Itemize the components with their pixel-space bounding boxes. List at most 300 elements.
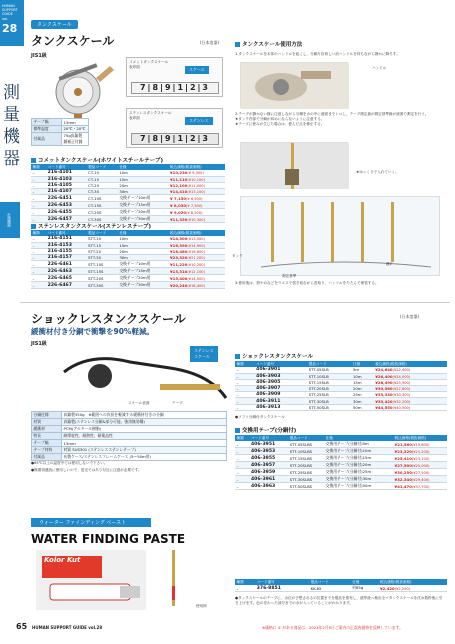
price-value: ¥11,220	[170, 261, 188, 267]
price-value: ¥23,320	[170, 255, 188, 261]
cell-code: 216-4105	[46, 182, 87, 188]
price-tax: (¥2,200)	[394, 586, 411, 591]
page-number: 65	[16, 622, 28, 631]
cell-kind: –	[31, 216, 46, 223]
cell-kind: –	[235, 441, 249, 448]
section-pill: タンクスケール	[31, 20, 78, 29]
cell-spec: 交換テープ15m用	[118, 268, 169, 275]
footnote: ●無期再連続に使用しいので、蛍光ではあり付近に注意が必要です。	[31, 468, 142, 472]
shockless-price-table	[235, 361, 447, 411]
category-label: 測量機器	[3, 83, 20, 169]
cell-kind: –	[235, 392, 255, 398]
col-header: 製品コード	[87, 230, 118, 236]
cell-price	[393, 483, 447, 490]
spec-key: 付属品	[32, 454, 62, 461]
stainless-callout	[126, 108, 223, 148]
cell-product: CT-30	[87, 189, 118, 195]
shockless-jis: JIS1級	[31, 341, 47, 347]
price-value: ¥28,490	[375, 379, 393, 385]
shockless-table-title-text: ショックレスタンクスケール	[242, 354, 313, 360]
cell-price	[393, 476, 447, 483]
cell-spec: 15m	[118, 242, 169, 248]
col-header: 種類	[31, 230, 46, 236]
price-value: ¥35,420	[375, 398, 393, 404]
cell-product: STT-20SLB	[307, 386, 351, 392]
price-value: ¥41,470	[394, 483, 412, 489]
price-value: ¥25,410	[394, 455, 412, 461]
cell-kind: –	[31, 261, 46, 268]
cell-code: 406-3913	[255, 404, 308, 410]
cell-price	[379, 585, 447, 592]
spec-row	[32, 440, 227, 447]
price-tax: (¥ 6,500)	[186, 196, 203, 201]
cell-spec: 約85g	[351, 585, 379, 592]
price-tax: (¥37,700)	[411, 484, 430, 489]
cell-spec: 30m	[118, 189, 169, 195]
cell-code: 216-4103	[46, 176, 87, 182]
price-value: ¥30,250	[394, 469, 412, 475]
cell-code: 406-3909	[255, 392, 308, 398]
spec-value: 真鍮製350g ※範囲への負担を軽減する緩衝材付きの分銅	[62, 412, 227, 419]
spec-row	[32, 126, 89, 133]
col-header: 仕様	[118, 164, 169, 170]
shockless-title: ショックレスタンクスケール	[31, 312, 186, 326]
water-bar: ウォーター ファインディング ペースト	[31, 518, 151, 527]
col-header: 種類	[235, 435, 249, 441]
cell-kind: –	[235, 469, 249, 476]
price-tax: (¥22,400)	[392, 368, 411, 373]
cell-price	[393, 469, 447, 476]
price-tax: (¥19,600)	[411, 442, 430, 447]
cell-product: CT-15	[87, 176, 118, 182]
spec-key: 分銅仕様	[32, 412, 62, 419]
base-label: 測定基準	[282, 274, 297, 278]
cell-spec: 交換用テープ(分銅付)20m	[324, 462, 393, 469]
table-row	[31, 282, 225, 289]
usage-step-3: 3.使用後は、鉛やのなどをウエスで拭き取ながら巻取り、ハンドルをたたんで保管する。	[235, 281, 379, 285]
weight-label: 錘2	[386, 262, 392, 266]
exchange-table-title	[235, 426, 296, 434]
spec-value: 耐摩耗性、耐熱性、耐薬品性	[62, 433, 227, 440]
cell-price	[393, 455, 447, 462]
cell-spec: 交換テープ10m用	[118, 195, 169, 202]
price-value: ¥20,240	[170, 282, 188, 288]
spec-row	[32, 433, 227, 440]
cell-kind: –	[235, 476, 249, 483]
shockless-tag: ステンレス スケール	[190, 346, 218, 362]
spec-value: 真鍮製(ステンレス分銅&部分可能、強溶無効構)	[62, 419, 227, 426]
cell-code: 216-4153	[46, 242, 87, 248]
badge-line: SUPPORT	[2, 8, 18, 13]
cell-code: 216-4107	[46, 189, 87, 195]
col-header: 種類	[235, 361, 255, 367]
cell-product: CT-10S	[87, 195, 118, 202]
spec-value: 13mm	[62, 440, 227, 447]
spec-value: 20℃・20℃	[62, 126, 89, 133]
water-note: ●タンクスケールのテープに、水位が予想されるの位置までを製品を塗布し、液等液へ検出全マタンクスケールを沈め数秒後に引き上げます。色の変わった部分までの水が入っていることがわかります。	[235, 596, 443, 605]
price-tax: (¥10,100)	[187, 177, 205, 182]
usage-title-text: タンクスケール使用方法	[242, 42, 303, 48]
cell-spec: 15m	[352, 379, 374, 385]
cell-kind: –	[31, 202, 46, 209]
table-row	[235, 469, 447, 476]
cell-price	[169, 209, 225, 216]
spec-row	[32, 454, 227, 461]
cell-product: CT-15S	[87, 202, 118, 209]
cell-kind: –	[235, 448, 249, 455]
cell-code: 226-6453	[46, 202, 87, 209]
col-header: 製品コード	[87, 164, 118, 170]
cell-code: 406-3963	[249, 483, 288, 490]
cell-price	[169, 216, 225, 223]
shockless-table-note: ●ソフト分銅付タンクスケール	[235, 415, 285, 419]
col-header: 製品コード	[309, 579, 351, 585]
cell-code: 406-3957	[249, 462, 288, 469]
square-icon	[235, 42, 240, 47]
cell-product: STT-25SLBS	[288, 469, 324, 476]
tank-spec-table	[31, 118, 89, 146]
cell-spec: 交換用テープ(分銅付)25m	[324, 469, 393, 476]
price-value: ¥ 9,020	[170, 209, 187, 215]
cell-kind: –	[31, 170, 46, 176]
col-header: 製品コード	[307, 361, 351, 367]
cell-kind: –	[31, 248, 46, 254]
table-row	[31, 275, 225, 282]
cell-code: 406-3953	[249, 448, 288, 455]
cell-kind: –	[235, 386, 255, 392]
cell-code: 406-3959	[249, 469, 288, 476]
cell-kind: –	[31, 182, 46, 188]
col-header: コード番号	[249, 435, 288, 441]
spec-value: 材質 SUS301 (ステンレスステンレテープ)	[62, 447, 227, 454]
cell-product: STT-30SLBS	[288, 476, 324, 483]
cell-product: STT-20SLBS	[288, 462, 324, 469]
spec-key: テープ幅	[32, 119, 62, 126]
cell-price	[169, 282, 225, 289]
cell-code: 406-3951	[249, 441, 288, 448]
guide-footer: HUMAN SUPPORT GUIDE vol.28	[32, 625, 103, 630]
spec-key: 緩衝材	[32, 426, 62, 433]
price-tax: (¥13,000)	[187, 237, 205, 242]
comet-table-title	[31, 156, 163, 164]
col-header: コード番号	[255, 361, 308, 367]
cell-kind: –	[235, 379, 255, 385]
cell-price	[374, 404, 447, 410]
price-tax: (¥14,000)	[187, 276, 205, 281]
cell-product: STT-10	[87, 236, 118, 242]
col-header: 税込価格(税抜価格)	[393, 435, 447, 441]
price-value: ¥30,580	[375, 386, 393, 392]
spec-row	[32, 119, 89, 126]
price-value: ¥14,410	[170, 189, 188, 195]
cell-product: STT-15S	[87, 268, 118, 275]
cell-spec: 交換用テープ(分銅付)10m	[324, 448, 393, 455]
table-row	[235, 404, 447, 410]
cell-product: STT-30	[87, 255, 118, 261]
spec-value: 布製ケース/ステンレスフレームケース (5〜50m用)	[62, 454, 227, 461]
stainless-table-title	[31, 222, 151, 230]
comet-callout	[126, 57, 223, 97]
cell-code: 226-6465	[46, 275, 87, 282]
cell-price	[169, 275, 225, 282]
cell-spec: 10m	[118, 170, 169, 176]
col-header: 仕様	[118, 230, 169, 236]
cell-product: CT-20S	[87, 209, 118, 216]
col-header: 仕様	[351, 579, 379, 585]
price-value: ¥2,420	[380, 585, 395, 591]
usage-step-2: 2.テープが静かない様に注意しながら分銅を水の中に液面までトロし、テープ測定値が測定基準線が液面で測定を行う。 ★タンク内部で分銅が斜めにならないように注意する。 ★テープに使みが生じた場合は、使んだ点を修正する。	[235, 112, 429, 126]
exchange-table-title-text: 交換用テープ(分銅付)	[242, 428, 297, 434]
price-tax: (¥13,100)	[187, 190, 205, 195]
cell-kind: –	[235, 462, 249, 469]
square-icon	[31, 158, 36, 163]
handle-label: ハンドル	[372, 66, 387, 70]
cell-kind: –	[31, 268, 46, 275]
cell-product: STT-10SLBS	[288, 448, 324, 455]
badge-line: vol.	[2, 16, 9, 21]
section-pill-wrap	[31, 20, 78, 29]
cell-product: STT-15	[87, 242, 118, 248]
table-row	[235, 476, 447, 483]
price-tax: (¥21,200)	[411, 449, 430, 454]
price-value: ¥21,560	[394, 441, 412, 447]
cell-code: 216-4101	[46, 170, 87, 176]
price-value: ¥15,400	[170, 275, 188, 281]
water-price-table	[235, 579, 447, 592]
cell-code: 226-6455	[46, 209, 87, 216]
cell-code: 406-3905	[255, 379, 308, 385]
usage-example-label: 使用例	[196, 604, 207, 608]
col-header: 税込価格(税抜価格)	[379, 579, 447, 585]
cell-code: 216-4157	[46, 255, 87, 261]
cell-product: STT-10SLB	[307, 373, 351, 379]
price-value: ¥11,110	[170, 176, 188, 182]
img-label: テープ	[172, 401, 183, 405]
water-usage-image	[158, 550, 190, 610]
usage-title	[235, 40, 302, 48]
cell-price	[169, 202, 225, 209]
cell-kind: –	[31, 236, 46, 242]
spec-row	[32, 426, 227, 433]
price-tax: (¥40,500)	[392, 405, 411, 410]
price-tax: (¥30,300)	[392, 393, 411, 398]
cell-product: STT-15SLBS	[288, 455, 324, 462]
col-header: 税込価格(税抜価格)	[169, 230, 225, 236]
page-title: タンクスケール	[31, 34, 115, 48]
arrow-label: ★ゆっくりで入れていく。	[356, 170, 399, 174]
cell-product: CT-10	[87, 170, 118, 176]
price-value: ¥14,300	[170, 236, 188, 242]
price-value: ¥10,230	[170, 170, 188, 176]
spec-value: 13mm	[62, 119, 89, 126]
usage-photo-1	[240, 62, 348, 108]
usage-step-1: 1.タンクスケールを本体のハンドルを起こし、分銅片負荷しい前ハンドルを持ちながら静かに降ろす。	[235, 52, 400, 56]
cell-price	[169, 261, 225, 268]
col-header: 税込価格(税抜価格)	[169, 164, 225, 170]
cell-spec: 交換テープ10m用	[118, 261, 169, 268]
stainless-callout-text: ステンレスタンクスケール 表印面	[129, 111, 172, 120]
price-value: ¥44,550	[375, 404, 393, 410]
cell-product: STT-50SLBS	[288, 483, 324, 490]
table-row	[235, 448, 447, 455]
cell-spec: 5m	[352, 367, 374, 373]
cell-spec: 15m	[118, 176, 169, 182]
cell-price	[169, 195, 225, 202]
cell-product: STT-50SLB	[307, 404, 351, 410]
price-value: ¥32,340	[394, 476, 412, 482]
shockless-table-body	[235, 367, 447, 410]
cell-product: STT-30S	[87, 282, 118, 289]
cell-code: 216-4155	[46, 248, 87, 254]
cell-kind: –	[235, 483, 249, 490]
cell-product: STT-30SLB	[307, 398, 351, 404]
tank-label: タンク	[232, 254, 243, 258]
table-row	[31, 209, 225, 216]
cell-spec: 交換用テープ(分銅付)30m	[324, 476, 393, 483]
usage-diagram	[240, 196, 440, 276]
cell-spec: 交換テープ30m用	[118, 216, 169, 223]
badge-number: 28	[2, 21, 18, 35]
cell-kind: –	[235, 404, 255, 410]
price-tax: (¥25,900)	[392, 380, 411, 385]
cell-code: 406-3907	[255, 386, 308, 392]
comet-price-table	[31, 164, 225, 223]
price-tax: (¥10,300)	[187, 217, 205, 222]
cell-product: STT-25SLB	[307, 392, 351, 398]
cell-kind: –	[31, 255, 46, 261]
cell-kind: –	[235, 585, 255, 592]
cell-kind: –	[235, 367, 255, 373]
comet-tape-face: 7|8|9|1|2|3	[131, 82, 219, 94]
price-value: ¥12,100	[170, 182, 188, 188]
cell-product: STT-05SLBS	[288, 441, 324, 448]
jis-label: JIS1級	[31, 53, 47, 59]
cell-kind: –	[235, 455, 249, 462]
price-value: ¥ 7,150	[170, 195, 187, 201]
guide-badge	[0, 0, 24, 46]
price-tax: (¥14,900)	[187, 243, 205, 248]
price-value: ¥24,640	[375, 367, 393, 373]
badge-line: GUIDE	[2, 12, 13, 17]
water-title: WATER FINDING PASTE	[31, 532, 186, 546]
footer-note: ※価格に ① がある商品は、2024年2月5日ご案内の正誤表価格を反映しています。	[262, 625, 403, 630]
price-tax: (¥32,200)	[392, 399, 411, 404]
cell-code: 226-6467	[46, 282, 87, 289]
price-value: ¥ 8,030	[170, 202, 187, 208]
cell-spec: 交換用テープ(分銅付)5m	[324, 441, 393, 448]
table-row	[31, 268, 225, 275]
cell-code: 376-8851	[255, 585, 309, 592]
table-row	[235, 585, 447, 592]
stainless-tape-face: 7|8|9|1|2|3	[131, 133, 219, 145]
cell-spec: 交換用テープ(分銅付)50m	[324, 483, 393, 490]
price-tax: (¥12,100)	[187, 269, 205, 274]
cell-code: 406-3955	[249, 455, 288, 462]
cell-code: 406-3901	[255, 367, 308, 373]
shockless-headline: 緩衝材付き分銅で衝撃を90%軽減。	[31, 327, 154, 336]
cell-spec: 交換用テープ(分銅付)15m	[324, 455, 393, 462]
price-value: ¥26,400	[375, 373, 393, 379]
spec-value: PCM(アセタール樹脂)	[62, 426, 227, 433]
price-tax: (¥ 7,300)	[186, 203, 203, 208]
price-tax: (¥27,500)	[411, 470, 430, 475]
stainless-table-body	[31, 236, 225, 289]
cell-kind: –	[31, 189, 46, 195]
cell-code: 406-3911	[255, 398, 308, 404]
price-tax: (¥25,000)	[411, 463, 430, 468]
price-value: ¥33,330	[375, 392, 393, 398]
cell-product: CT-20	[87, 182, 118, 188]
price-tax: (¥29,400)	[411, 477, 430, 482]
col-header: 仕様	[324, 435, 393, 441]
square-icon	[235, 354, 240, 359]
comet-callout-text: コメットタンクスケール 表印面	[129, 60, 169, 69]
cell-code: 226-6451	[46, 195, 87, 202]
shockless-spec-body	[32, 412, 227, 461]
cell-spec: 30m	[118, 255, 169, 261]
square-icon	[31, 224, 36, 229]
price-tax: (¥24,000)	[392, 374, 411, 379]
cell-spec: 交換テープ15m用	[118, 202, 169, 209]
col-header: 種類	[31, 164, 46, 170]
spec-key: テープ材料	[32, 447, 62, 454]
price-value: ¥11,330	[170, 216, 188, 222]
cell-code: 226-6461	[46, 261, 87, 268]
cell-price	[393, 462, 447, 469]
col-header: 製品コード	[288, 435, 324, 441]
comet-table-body	[31, 170, 225, 223]
price-tax: (¥10,200)	[187, 262, 205, 267]
cell-code: 406-3961	[249, 476, 288, 483]
cell-spec: 25m	[352, 392, 374, 398]
cell-spec: 10m	[118, 236, 169, 242]
stainless-tag: ステンレス	[185, 117, 213, 125]
spec-key: 特長	[32, 433, 62, 440]
exchange-table-body	[235, 441, 447, 490]
square-icon	[235, 428, 240, 433]
cell-spec: 交換テープ30m用	[118, 282, 169, 289]
price-tax: (¥21,200)	[187, 256, 205, 261]
comet-table-title-text: コメットタンクスケール(ホワイトスチールテープ)	[38, 158, 164, 164]
spec-row	[32, 133, 89, 146]
cell-kind: –	[31, 275, 46, 282]
usage-photo-2	[240, 142, 348, 188]
divider	[20, 302, 450, 303]
price-value: ¥18,480	[170, 248, 188, 254]
footnote: ●65℃以上の温度中では使用しないで下さい。	[31, 461, 108, 465]
shockless-maker-note: (日本度器)	[400, 314, 420, 319]
cell-product: STT-05SLB	[307, 367, 351, 373]
category-tab[interactable]: 計測機器	[0, 202, 20, 238]
cell-spec: 50m	[352, 404, 374, 410]
cell-kind: –	[235, 373, 255, 379]
spec-key: 標準温度	[32, 126, 62, 133]
col-header: コード番号	[46, 230, 87, 236]
cell-product: STT-20	[87, 248, 118, 254]
price-value: ¥27,500	[394, 462, 412, 468]
exchange-price-table	[235, 435, 447, 490]
table-row	[31, 195, 225, 202]
cell-product: STT-10S	[87, 261, 118, 268]
spec-row	[32, 419, 227, 426]
table-row	[235, 483, 447, 490]
col-header: 仕様	[352, 361, 374, 367]
price-tax: (¥ 8,200)	[186, 210, 203, 215]
cell-price	[169, 268, 225, 275]
cell-code: 226-6457	[46, 216, 87, 223]
badge-line: HUMAN	[2, 4, 15, 8]
cell-kind: –	[31, 176, 46, 182]
